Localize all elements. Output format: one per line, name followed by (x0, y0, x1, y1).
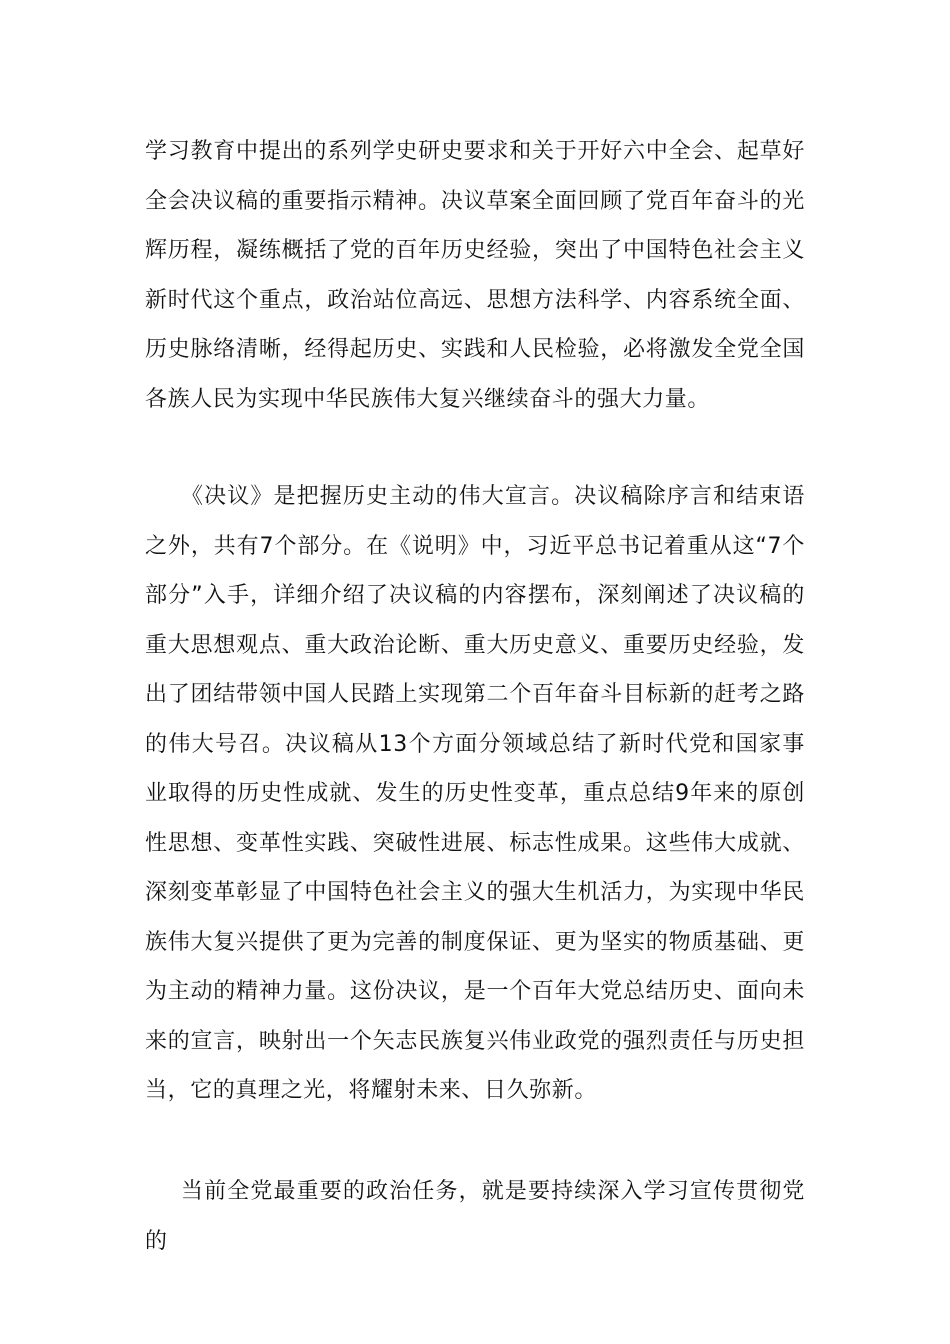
paragraph-resolution-declaration: 《决议》是把握历史主动的伟大宣言。决议稿除序言和结束语之外，共有7个部分。在《说明》中，习近平总书记着重从这“7个部分”入手，详细介绍了决议稿的内容摆布，深刻阐述了决议稿的重大思想观点、重大政治论断、重大历史意义、重要历史经验，发出了团结带领中国人民踏上实现第二个百年奋斗目标新的赶考之路的伟大号召。决议稿从13个方面分领域总结了新时代党和国家事业取得的历史性成就、发生的历史性变革，重点总结9年来的原创性思想、变革性实践、突破性进展、标志性成果。这些伟大成就、深刻变革彰显了中国特色社会主义的强大生机活力，为实现中华民族伟大复兴提供了更为完善的制度保证、更为坚实的物质基础、更为主动的精神力量。这份决议，是一个百年大党总结历史、面向未来的宣言，映射出一个矢志民族复兴伟业政党的强烈责任与历史担当，它的真理之光，将耀射未来、日久弥新。 (145, 484, 805, 1103)
paragraph-current-task: 当前全党最重要的政治任务，就是要持续深入学习宣传贯彻党的 (145, 1179, 805, 1254)
paragraph-continuation: 学习教育中提出的系列学史研史要求和关于开好六中全会、起草好全会决议稿的重要指示精神。决议草案全面回顾了党百年奋斗的光辉历程，凝练概括了党的百年历史经验，突出了中国特色社会主义新时代这个重点，政治站位高远、思想方法科学、内容系统全面、历史脉络清晰，经得起历史、实践和人民检验，必将激发全党全国各族人民为实现中华民族伟大复兴继续奋斗的强大力量。 (145, 139, 805, 412)
